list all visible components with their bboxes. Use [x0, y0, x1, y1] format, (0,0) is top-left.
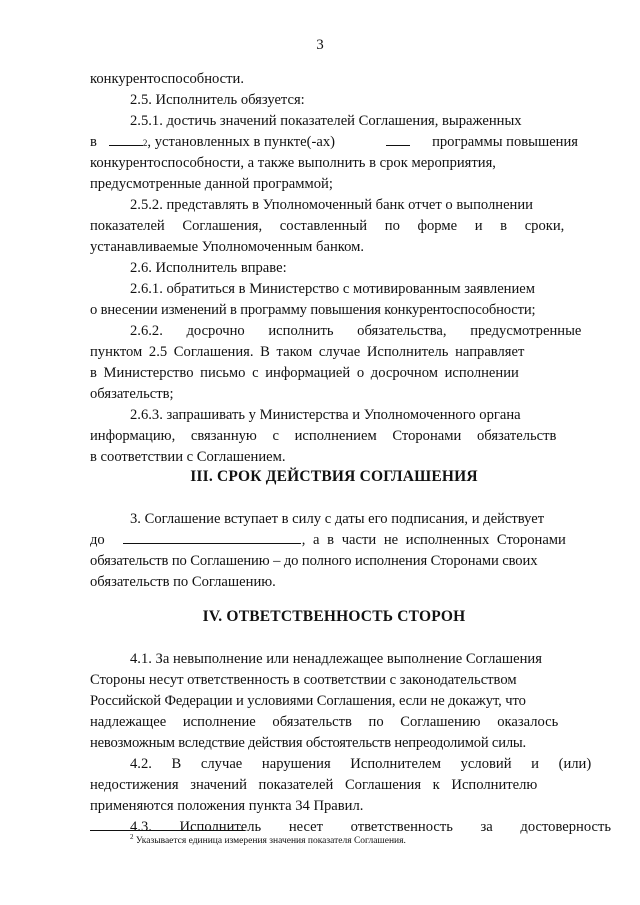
text-line: 2.6.2. досрочно исполнить обязательства, предусмотренные	[130, 323, 582, 339]
blank-field	[123, 531, 301, 544]
text-line: 4.1. За невыполнение или ненадлежащее выполнение Соглашения	[130, 651, 542, 667]
text-line: надлежащее исполнение обязательств по Соглашению оказалось	[90, 714, 559, 730]
text-line: 2.5. Исполнитель обязуется:	[130, 92, 305, 108]
text-line: 2.6.3. запрашивать у Министерства и Уполномоченного органа	[130, 407, 521, 423]
text-line: 2.6. Исполнитель вправе:	[130, 260, 287, 276]
footnote	[130, 832, 406, 846]
line-text: конкурентоспособности, а также выполнить в срок мероприятия,	[90, 155, 496, 171]
text-line: 2.5.2. представлять в Уполномоченный банк отчет о выполнении	[130, 197, 533, 213]
text-line: показателей Соглашения, составленный по форме и в сроки,	[90, 218, 565, 234]
line-text: , установленных в пункте(-ах)	[147, 134, 336, 150]
text-line: конкурентоспособности.	[90, 71, 244, 87]
blank-field	[109, 133, 143, 146]
text-line: невозможным вследствие действия обстоятельств непреодолимой силы.	[90, 735, 526, 751]
line-text: программы повышения	[432, 134, 578, 150]
text-line: недостижения значений показателей Соглашения к Исполнителю	[90, 777, 538, 793]
text-line: обязательств по Соглашению.	[90, 574, 276, 590]
section-heading-term: III. СРОК ДЕЙСТВИЯ СОГЛАШЕНИЯ	[190, 468, 478, 485]
line-text: 2.5.1. достичь значений показателей Соглашения, выраженных	[130, 113, 522, 129]
text-line: 3. Соглашение вступает в силу с даты его подписания, и действует	[130, 511, 545, 527]
text-line: о внесении изменений в программу повышения конкурентоспособности;	[90, 302, 536, 318]
text-line-with-blanks: в 2 , установленных в пункте(-ах) программы повышения	[90, 134, 578, 150]
text-line: 4.2. В случае нарушения Исполнителем условий и (или)	[130, 756, 592, 772]
text-line: обязательств;	[90, 386, 174, 402]
text-line: 4.3. Исполнитель несет ответственность за достоверность	[130, 819, 612, 835]
text-line	[90, 154, 578, 173]
line-text: до	[90, 532, 105, 548]
blank-field	[386, 133, 410, 146]
footnote-text: Указывается единица измерения значения показателя Соглашения.	[133, 836, 406, 846]
footnote-divider	[90, 830, 245, 831]
text-line-with-blank	[90, 531, 578, 550]
text-line: применяются положения пункта 34 Правил.	[90, 798, 364, 814]
text-line: информацию, связанную с исполнением Сторонами обязательств	[90, 428, 557, 444]
text-line: Российской Федерации и условиями Соглашения, если не докажут, что	[90, 693, 526, 709]
text-line: в Министерство письмо с информацией о досрочном исполнении	[90, 365, 519, 381]
text-line: Стороны несут ответственность в соответствии с законодательством	[90, 672, 517, 688]
footnote-marker: 2	[130, 832, 134, 841]
text-line	[130, 112, 578, 131]
line-text: , а в части не исполненных Сторонами	[301, 532, 566, 548]
section-heading-responsibility: IV. ОТВЕТСТВЕННОСТЬ СТОРОН	[202, 608, 466, 625]
text-line: пунктом 2.5 Соглашения. В таком случае Исполнитель направляет	[90, 344, 525, 360]
text-line: 2.6.1. обратиться в Министерство с мотивированным заявлением	[130, 281, 536, 297]
line-text: в	[90, 134, 97, 150]
page-number: 3	[316, 37, 324, 53]
text-line: обязательств по Соглашению – до полного исполнения Сторонами своих	[90, 553, 538, 569]
text-line: устанавливаемые Уполномоченным банком.	[90, 239, 365, 255]
text-line: в соответствии с Соглашением.	[90, 449, 286, 465]
text-line: предусмотренные данной программой;	[90, 176, 333, 192]
